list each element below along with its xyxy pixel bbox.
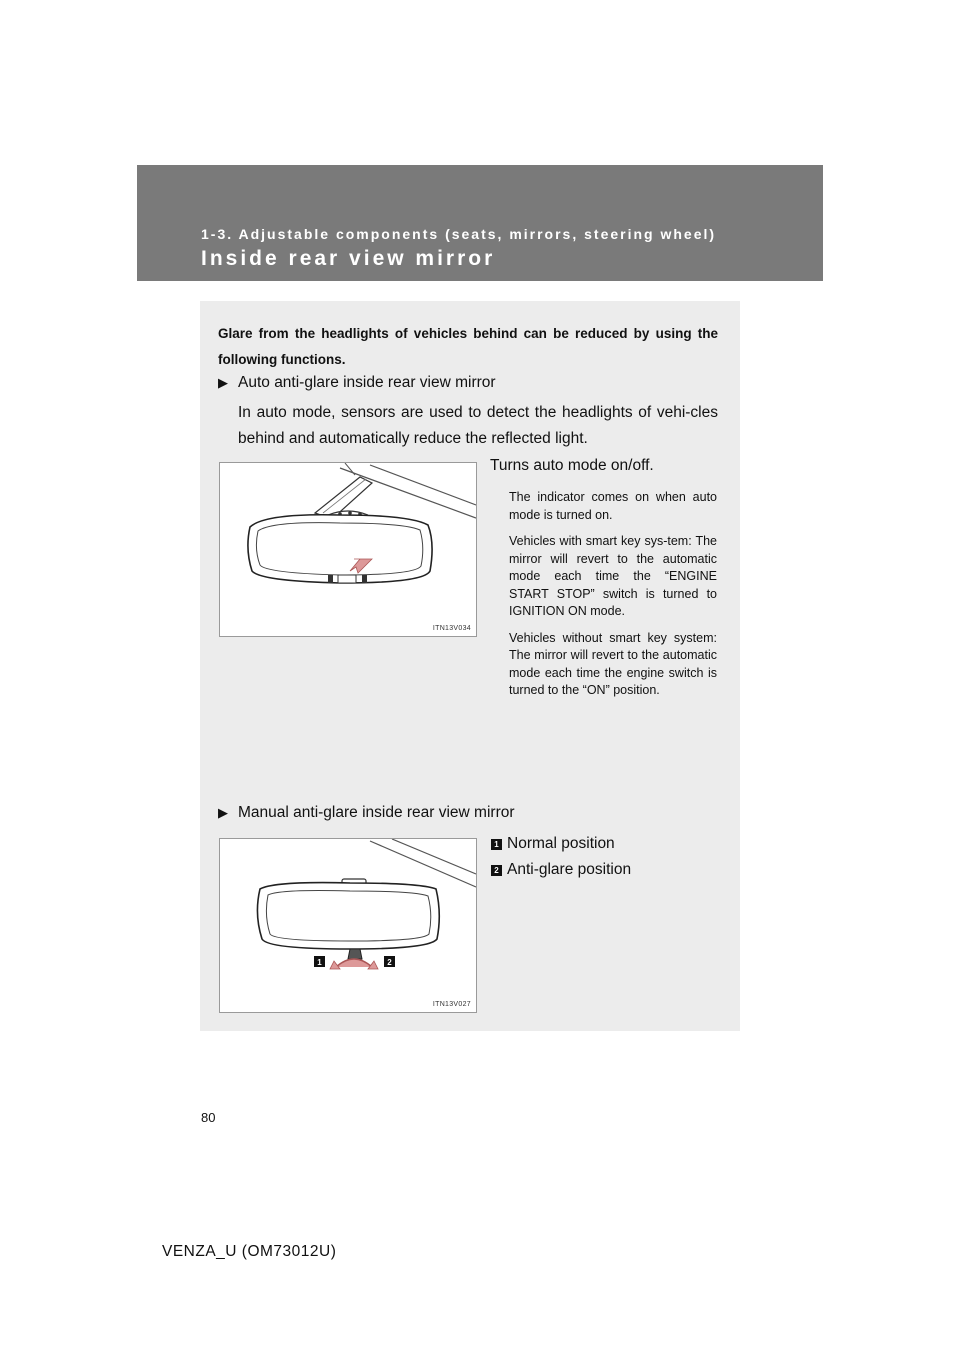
figure-marker-1: 1 [317,958,322,967]
footer-code: VENZA_U (OM73012U) [162,1243,337,1260]
manual-heading [218,804,515,822]
page-number: 80 [201,1110,216,1125]
note-no-smart-key: Vehicles without smart key system: The mirror will revert to the automatic mode each time the engine switch is turned to the “ON” position. [509,630,717,697]
number-2-icon: 2 [491,865,502,876]
auto-mirror-illustration [220,463,476,636]
header-bar [137,165,823,281]
auto-figure-code: ITN13V034 [432,625,471,632]
position-item-normal [491,835,615,853]
manual-mirror-figure [219,838,477,1013]
note-indicator: The indicator comes on when auto mode is turned on. [509,490,717,522]
note-smart-key: Vehicles with smart key sys-tem: The mirror will revert to the automatic mode each time the “ENGINE START STOP” switch is turned to IGNITION ON mode. [509,534,717,618]
auto-notes [509,489,717,709]
content-box [200,301,740,1031]
auto-heading-text: Auto anti-glare inside rear view mirror [238,374,496,391]
figure-marker-2: 2 [387,958,392,967]
triangle-bullet-icon: ▶ [218,375,228,390]
auto-mirror-figure [219,462,477,637]
position-item-anti-glare [491,861,631,879]
auto-description: In auto mode, sensors are used to detect the headlights of vehi-cles behind and automatically reduce the reflected light. [238,404,718,447]
section-label: 1-3. Adjustable components (seats, mirrors, steering wheel) [201,226,717,242]
number-1-icon: 1 [491,839,502,850]
page-title: Inside rear view mirror [201,247,496,270]
manual-mirror-illustration [220,839,476,1012]
position-label-normal: Normal position [507,835,615,852]
auto-callout: Turns auto mode on/off. [490,457,654,474]
triangle-bullet-icon: ▶ [218,805,228,820]
manual-heading-text: Manual anti-glare inside rear view mirror [238,804,515,821]
manual-figure-code: ITN13V027 [432,1001,471,1008]
auto-heading [218,374,496,392]
position-label-anti-glare: Anti-glare position [507,861,632,878]
intro-text: Glare from the headlights of vehicles behind can be reduced by using the following functions. [218,326,718,367]
